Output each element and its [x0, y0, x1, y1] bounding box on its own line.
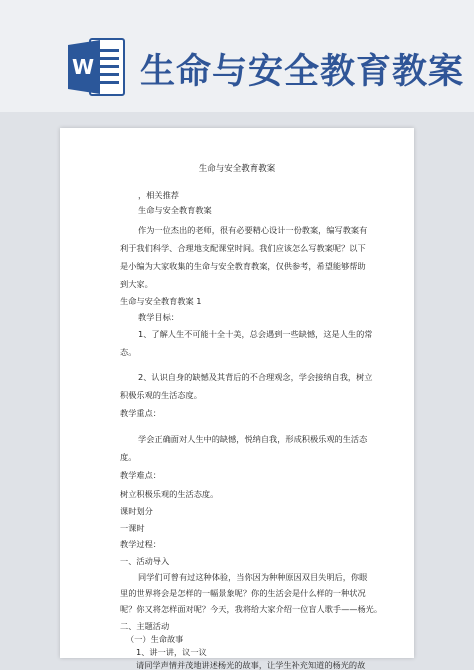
doc-line: 同学们可曾有过这种体验，当你因为种种原因双目失明后，你眼 — [138, 572, 368, 582]
doc-line: 教学重点： — [120, 408, 161, 418]
doc-line: 里的世界将会是怎样的一幅景象呢？你的生活会是什么样的一种状况 — [120, 588, 366, 598]
doc-line: （一）生命故事 — [126, 634, 184, 644]
doc-line: 课时划分 — [120, 506, 153, 516]
doc-line: 教学过程： — [120, 539, 161, 549]
doc-line: 学会正确面对人生中的缺憾，悦纳自我，形成积极乐观的生活态 — [138, 434, 368, 444]
doc-line: 一课时 — [120, 523, 145, 533]
doc-line: 利于我们科学、合理地支配课堂时间。我们应该怎么写教案呢？以下 — [120, 243, 366, 253]
doc-line: 生命与安全教育教案 1 — [120, 296, 202, 306]
banner-title: 生命与安全教育教案 — [140, 52, 465, 92]
doc-line: 2、认识自身的缺憾及其背后的不合理观念，学会接纳自我，树立 — [138, 372, 373, 382]
word-icon — [66, 36, 126, 98]
doc-line: 树立积极乐观的生活态度。 — [120, 489, 219, 499]
doc-line: 生命与安全教育教案 — [138, 205, 212, 215]
document-page — [60, 128, 414, 670]
svg-text:W: W — [71, 55, 95, 79]
doc-line: 1、讲一讲，议一议 — [136, 647, 207, 657]
doc-line: 一、活动导入 — [120, 556, 170, 566]
doc-line: 请同学声情并茂地讲述杨光的故事，让学生补充知道的杨光的故 — [136, 660, 366, 670]
doc-line: 二、主题活动 — [120, 621, 170, 631]
doc-line: 到大家。 — [120, 279, 153, 289]
doc-line: 教学目标： — [138, 312, 179, 322]
doc-line: ，相关推荐 — [138, 190, 179, 200]
doc-line: 呢？你又将怎样面对呢？今天，我将给大家介绍一位盲人歌手——杨光。 — [120, 604, 383, 614]
doc-line: 是小编为大家收集的生命与安全教育教案，仅供参考，希望能够帮助 — [120, 261, 366, 271]
doc-line: 度。 — [120, 452, 137, 462]
doc-line: 教学难点： — [120, 470, 161, 480]
doc-line: 积极乐观的生活态度。 — [120, 390, 202, 400]
doc-line: 作为一位杰出的老师，很有必要精心设计一份教案，编写教案有 — [138, 225, 368, 235]
doc-line: 态。 — [120, 347, 137, 357]
document-title: 生命与安全教育教案 — [198, 164, 276, 174]
doc-line: 1、了解人生不可能十全十美，总会遇到一些缺憾，这是人生的常 — [138, 329, 373, 339]
banner — [0, 0, 474, 112]
